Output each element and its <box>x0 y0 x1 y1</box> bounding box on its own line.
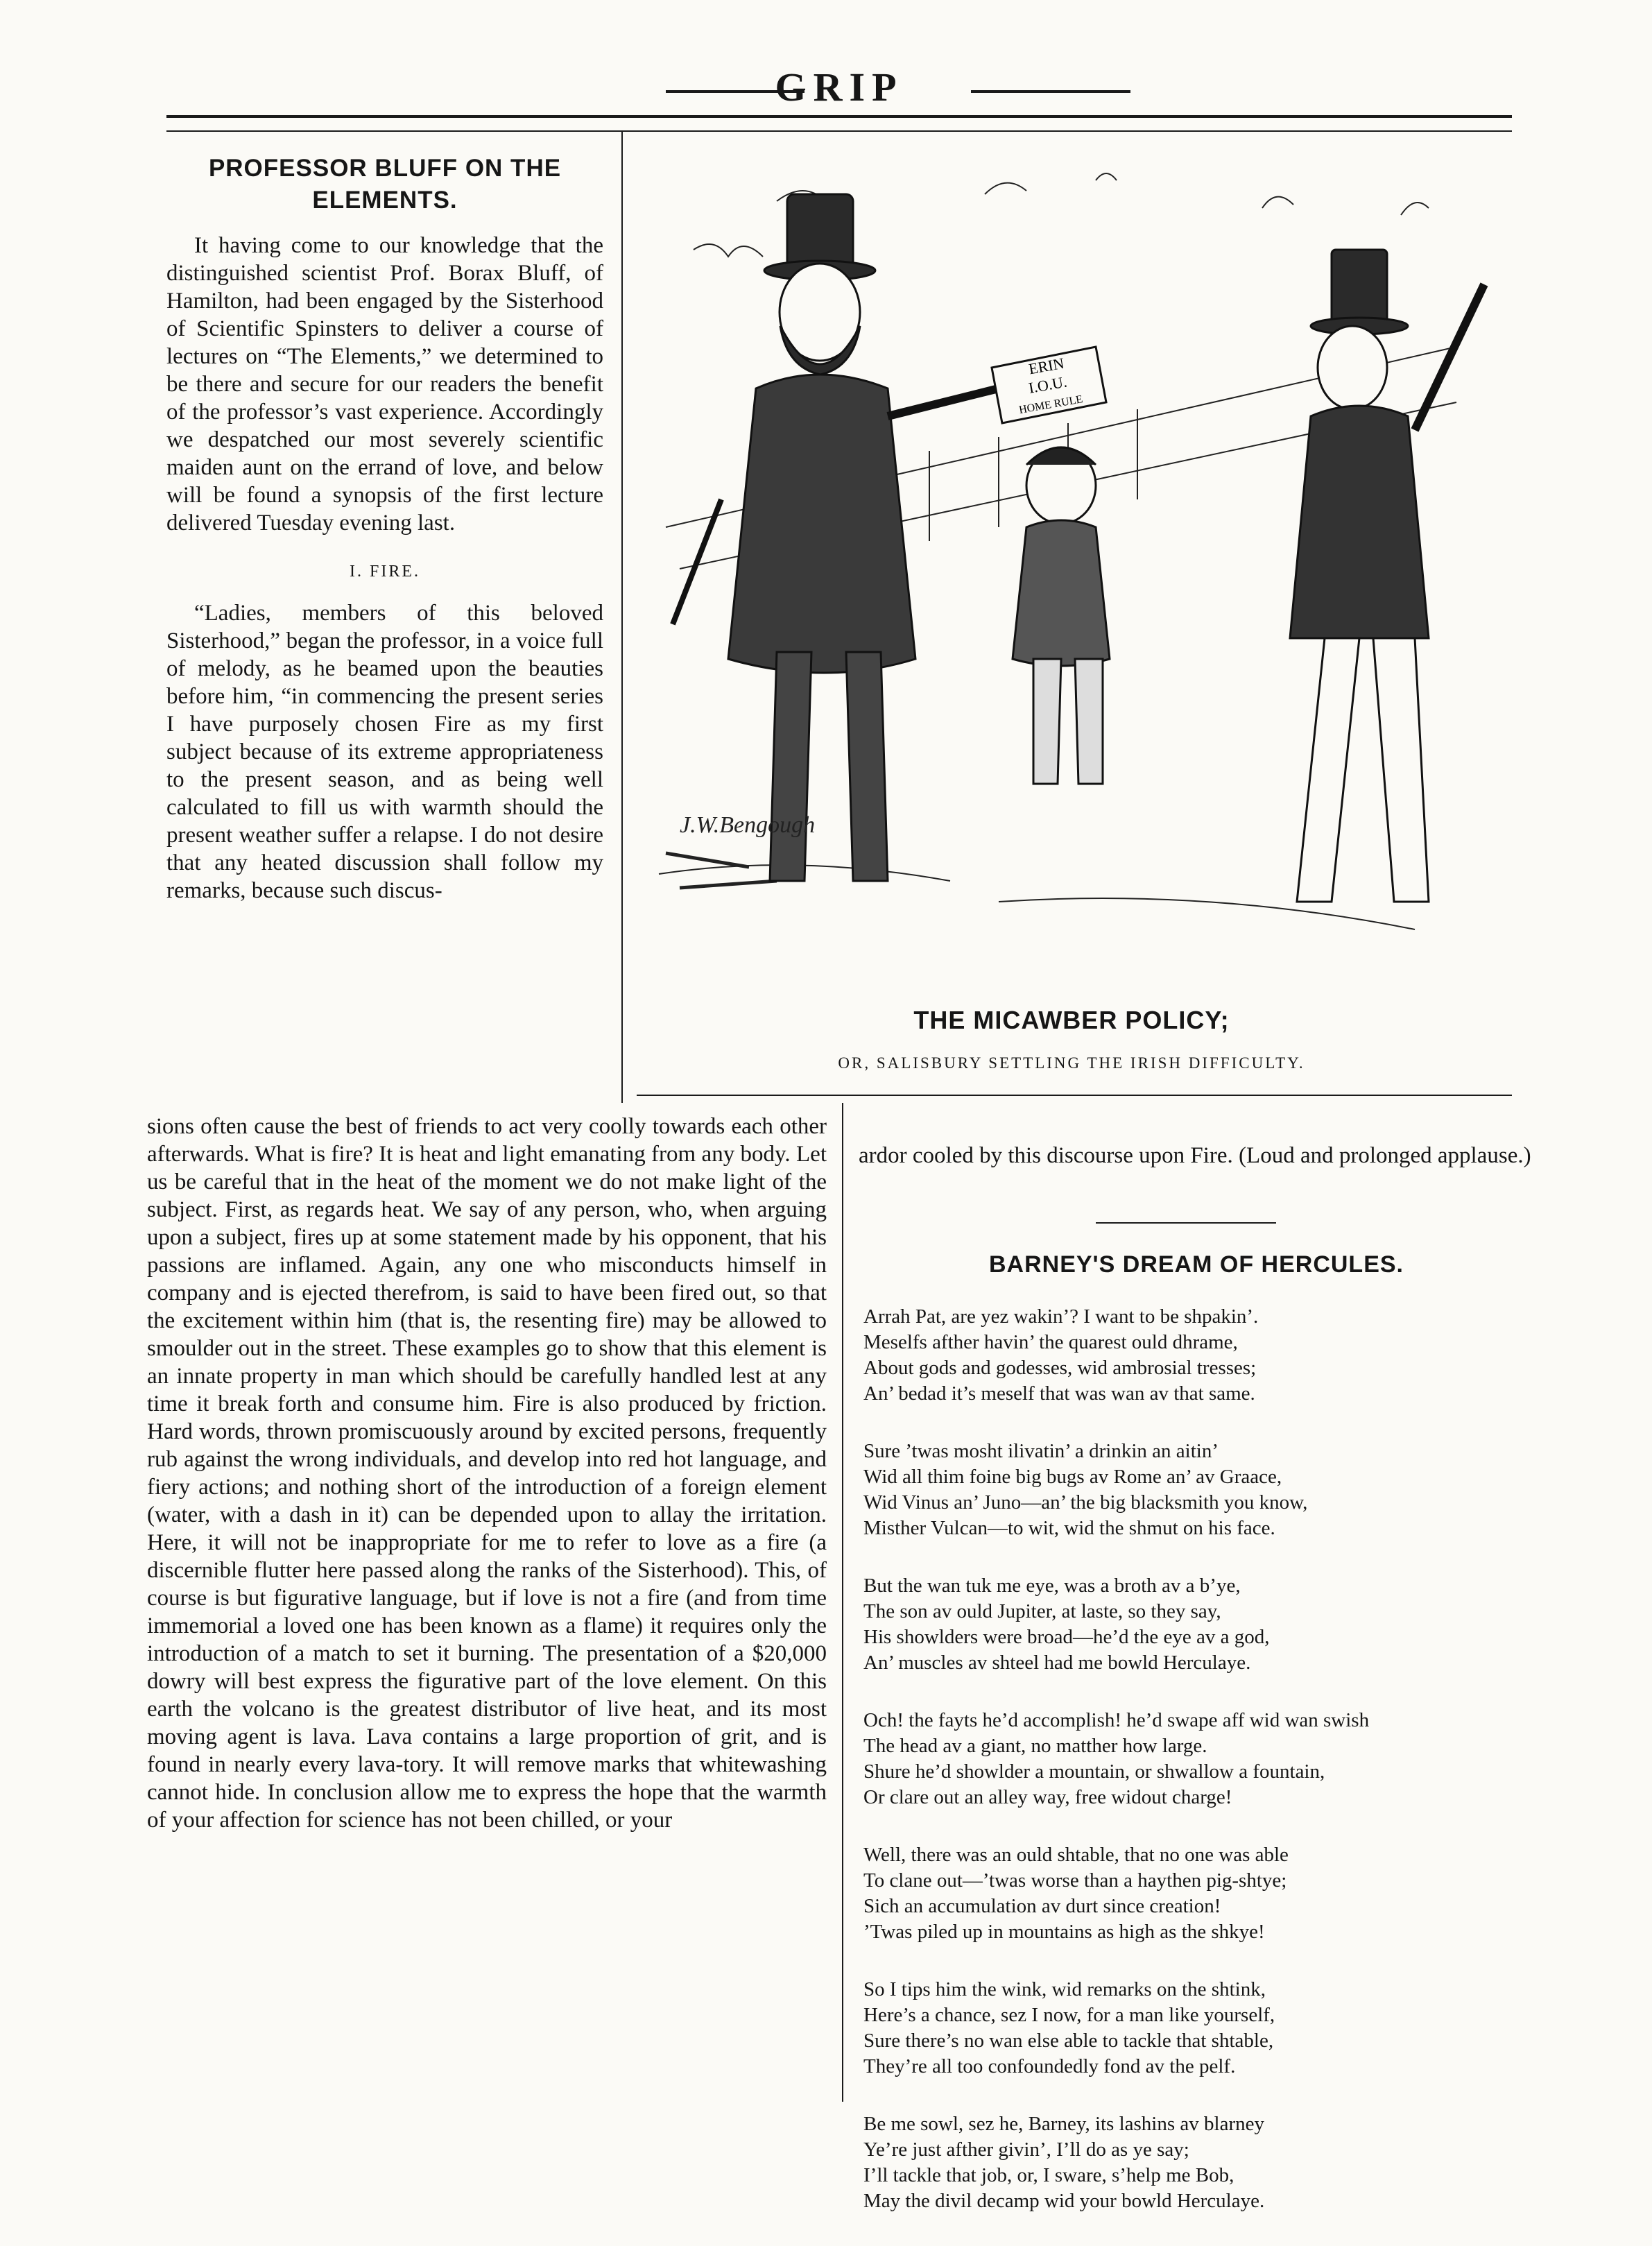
poem-line: Wid Vinus an’ Juno—an’ the big blacksmith you know, <box>863 1491 1308 1514</box>
poem <box>863 1249 1529 2246</box>
section-separator <box>1096 1222 1276 1224</box>
poem-line: May the divil decamp wid your bowld Herculaye. <box>863 2190 1265 2212</box>
cartoon-signature: J.W.Bengough <box>680 812 816 838</box>
poem-line: Och! the fayts he’d accomplish! he’d swape aff wid wan swish <box>863 1709 1370 1731</box>
header-rule <box>166 115 1512 118</box>
poem-line: Ye’re just afther givin’, I’ll do as ye say; <box>863 2138 1189 2161</box>
poem-line: Sich an accumulation av durt since creation! <box>863 1895 1221 1917</box>
article-column-left <box>166 153 603 905</box>
article-body-right: ardor cooled by this discourse upon Fire. (Loud and prolonged applause.) <box>859 1143 1531 1168</box>
poem-stanza <box>863 1439 1529 1541</box>
poem-line: The head av a giant, no matther how large. <box>863 1735 1207 1757</box>
header-rule-thin <box>166 130 1512 132</box>
poem-line: Sure ’twas mosht ilivatin’ a drinkin an aitin’ <box>863 1440 1219 1462</box>
poem-stanza <box>863 1842 1529 1945</box>
poem-stanza <box>863 1708 1529 1810</box>
article-body-left: “Ladies, members of this beloved Sisterhood,” began the professor, in a voice full of melody, as he beamed upon the beauties before him, “in commencing the present series I have purposely chosen Fire as my first subject because of its extreme appropriateness to the present season, and as being well calculated to fill us with warmth should the present weather suffer a relapse. I do not desire that any heated discussion shall follow my remarks, because such discus- <box>166 601 603 903</box>
column-divider-bottom <box>842 1103 843 2102</box>
figure-boy <box>1013 447 1110 784</box>
poem-line: ’Twas piled up in mountains as high as the shkye! <box>863 1921 1265 1943</box>
poem-line: Or clare out an alley way, free widout charge! <box>863 1786 1232 1808</box>
masthead-title: GRIP <box>775 65 904 110</box>
poem-stanza <box>863 2111 1529 2214</box>
poem-line: So I tips him the wink, wid remarks on the shtink, <box>863 1978 1266 2000</box>
note-text-home-rule: HOME RULE <box>1018 393 1084 417</box>
poem-line: To clane out—’twas worse than a haythen pig-shtye; <box>863 1869 1287 1892</box>
poem-line: Well, there was an ould shtable, that no one was able <box>863 1844 1289 1866</box>
poem-line: Here’s a chance, sez I now, for a man like yourself, <box>863 2004 1275 2026</box>
poem-stanza <box>863 1304 1529 1407</box>
article-column-right <box>859 1142 1538 1169</box>
poem-line: Shure he’d showlder a mountain, or shwallow a fountain, <box>863 1760 1325 1783</box>
poem-stanza <box>863 1977 1529 2080</box>
poem-line: I’ll tackle that job, or, I sware, s’help me Bob, <box>863 2164 1234 2186</box>
figure-micawber <box>1290 250 1484 902</box>
poem-line: Wid all thim foine big bugs av Rome an’ av Graace, <box>863 1466 1282 1488</box>
poem-line: But the wan tuk me eye, was a broth av a b’ye, <box>863 1575 1241 1597</box>
cartoon-bottom-rule <box>637 1095 1512 1096</box>
note-text-iou: I.O.U. <box>1027 372 1069 397</box>
poem-line: Sure there’s no wan else able to tackle that shtable, <box>863 2030 1274 2052</box>
figure-salisbury <box>673 194 999 881</box>
poem-title: BARNEY'S DREAM OF HERCULES. <box>988 1251 1404 1278</box>
poem-line: The son av ould Jupiter, at laste, so they say, <box>863 1600 1221 1622</box>
cartoon-caption: THE MICAWBER POLICY; <box>913 1006 1230 1034</box>
iou-note <box>992 347 1106 423</box>
note-text-erin: ERIN <box>1027 354 1066 378</box>
article-body-lower: sions often cause the best of friends to act very coolly towards each other afterwards. What is fire? It is heat and light emanating from any body. Let us be careful that in the heat of the moment we do not make light of the subject. First, as regards heat. We say of any person, who, when arguing upon a subject, fires up at some statement made by his opponent, that his passions are inflamed. Again, any one who misconducts himself in company and is ejected therefrom, is said to have been fired out, so that the excitement within him (that is, the resenting fire) may be allowed to smoulder out in the street. These examples go to show that this element is an innate property in man which should be carefully handled lest at any time it break forth and consume him. Fire is also produced by friction. Hard words, thrown promiscuously around by excited persons, frequently rub against the wrong individuals, and develop into red hot language, and fiery actions; and nothing short of the introduction of a foreign element (water, with a dash in it) can be depended upon to allay the irritation. Here, it will not be inappropriate for me to refer to love as a fire (a discernible flutter here passed along the ranks of the Sisterhood). This, of course is but figurative language, but if love is not a fire (and from time immemorial a loved one has been known as a flame) it requires only the introduction of a match to set it burning. The presentation of a $20,000 dowry will best express the figurative part of the love element. On this earth the volcano is the greatest distributor of live heat, and its most moving agent is lava. Lava contains a large proportion of grit, and is found in nearly every lava-tory. It will remove marks that whitewashing cannot hide. In conclusion allow me to express the hope that the warmth of your affection for science has not been chilled, or your <box>147 1114 827 1833</box>
masthead <box>166 64 1512 112</box>
poem-line: His showlders were broad—he’d the eye av a god, <box>863 1626 1270 1648</box>
article-heading: PROFESSOR BLUFF ON THE ELEMENTS. <box>208 155 562 214</box>
article-column-lower <box>147 1113 827 1834</box>
poem-line: An’ muscles av shteel had me bowld Herculaye. <box>863 1652 1251 1674</box>
section-heading: I. FIRE. <box>350 563 420 581</box>
poem-stanza <box>863 1573 1529 1676</box>
poem-line: Be me sowl, sez he, Barney, its lashins av blarney <box>863 2113 1264 2135</box>
poem-line: They’re all too confoundedly fond av the pelf. <box>863 2055 1236 2077</box>
column-divider-top <box>621 132 623 1103</box>
poem-line: Meselfs afther havin’ the quarest ould dhrame, <box>863 1331 1238 1353</box>
poem-line: About gods and godesses, wid ambrosial tresses; <box>863 1357 1257 1379</box>
poem-line: Arrah Pat, are yez wakin’? I want to be shpakin’. <box>863 1305 1259 1328</box>
cartoon-subcaption: OR, SALISBURY SETTLING THE IRISH DIFFICULTY. <box>838 1054 1305 1072</box>
masthead-rule-right <box>971 90 1130 93</box>
cartoon-illustration <box>638 139 1512 1013</box>
poem-line: Misther Vulcan—to wit, wid the shmut on his face. <box>863 1517 1275 1539</box>
poem-line: An’ bedad it’s meself that was wan av that same. <box>863 1382 1255 1405</box>
article-intro: It having come to our knowledge that the distinguished scientist Prof. Borax Bluff, of Hamilton, had been engaged by the Sisterhood of Scientific Spinsters to deliver a course of lectures on “The Elements,” we determined to be there and secure for our readers the benefit of the professor’s vast experience. Accordingly we despatched our most severely scientific maiden aunt on the errand of love, and below will be found a synopsis of the first lecture delivered Tuesday evening last. <box>166 233 603 535</box>
